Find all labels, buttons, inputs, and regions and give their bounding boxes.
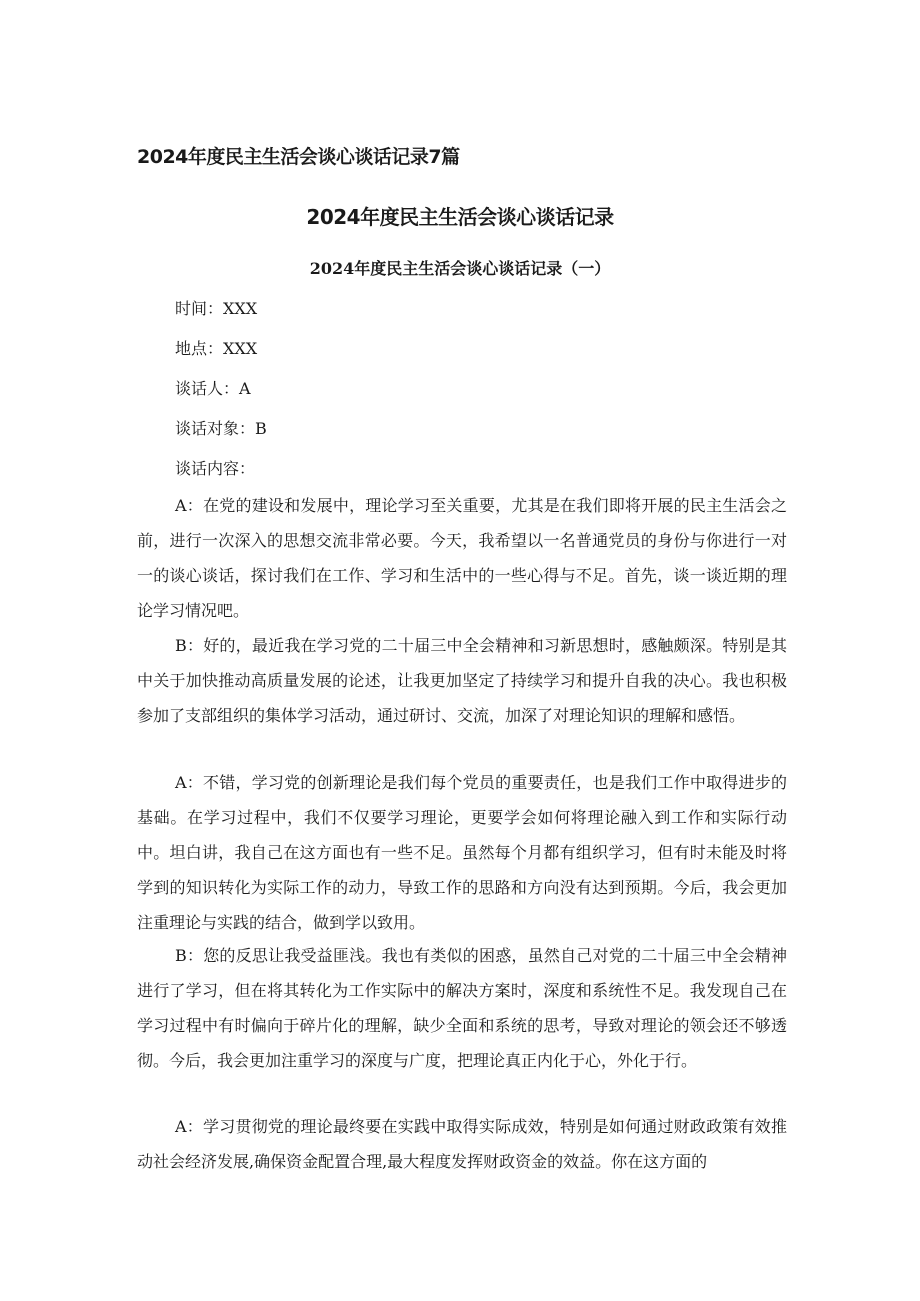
paragraph: A：不错，学习党的创新理论是我们每个党员的重要责任，也是我们工作中取得进步的基础。在学习过程中，我们不仅要学习理论，更要学会如何将理论融入到工作和实际行动中。坦白讲，我自己在这方面也有一些不足。虽然每个月都有组织学习，但有时未能及时将学到的知识转化为实际工作的动力，导致工作的思路和方向没有达到预期。今后，我会更加注重理论与实践的结合，做到学以致用。 [137,773,787,932]
paragraph: A：学习贯彻党的理论最终要在实践中取得实际成效，特别是如何通过财政政策有效推动社会经济发展,确保资金配置合理,最大程度发挥财政资金的效益。你在这方面的 [137,1117,787,1171]
meta-time: 时间：XXX [175,299,258,318]
document-main-title: 2024年度民主生活会谈心谈话记录7篇 [137,146,460,168]
paragraph: B：您的反思让我受益匪浅。我也有类似的困惑，虽然自己对党的二十届三中全会精神进行了学习，但在将其转化为工作实际中的解决方案时，深度和系统性不足。我发现自己在学习过程中有时偏向于碎片化的理解，缺少全面和系统的思考，导致对理论的领会还不够透彻。今后，我会更加注重学习的深度与广度，把理论真正内化于心，外化于行。 [137,946,787,1070]
section-title: 2024年度民主生活会谈心谈话记录 [306,205,614,229]
record-title: 2024年度民主生活会谈心谈话记录（一） [309,259,611,278]
meta-target: 谈话对象：B [175,419,267,438]
meta-content-label: 谈话内容： [175,459,256,478]
meta-place: 地点：XXX [175,339,258,358]
paragraph: B：好的，最近我在学习党的二十届三中全会精神和习新思想时，感触颇深。特别是其中关于加快推动高质量发展的论述，让我更加坚定了持续学习和提升自我的决心。我也积极参加了支部组织的集体学习活动，通过研讨、交流，加深了对理论知识的理解和感悟。 [137,636,787,725]
meta-speaker: 谈话人：A [175,379,251,398]
paragraph: A：在党的建设和发展中，理论学习至关重要，尤其是在我们即将开展的民主生活会之前，进行一次深入的思想交流非常必要。今天，我希望以一名普通党员的身份与你进行一对一的谈心谈话，探讨我们在工作、学习和生活中的一些心得与不足。首先，谈一谈近期的理论学习情况吧。 [137,496,787,620]
